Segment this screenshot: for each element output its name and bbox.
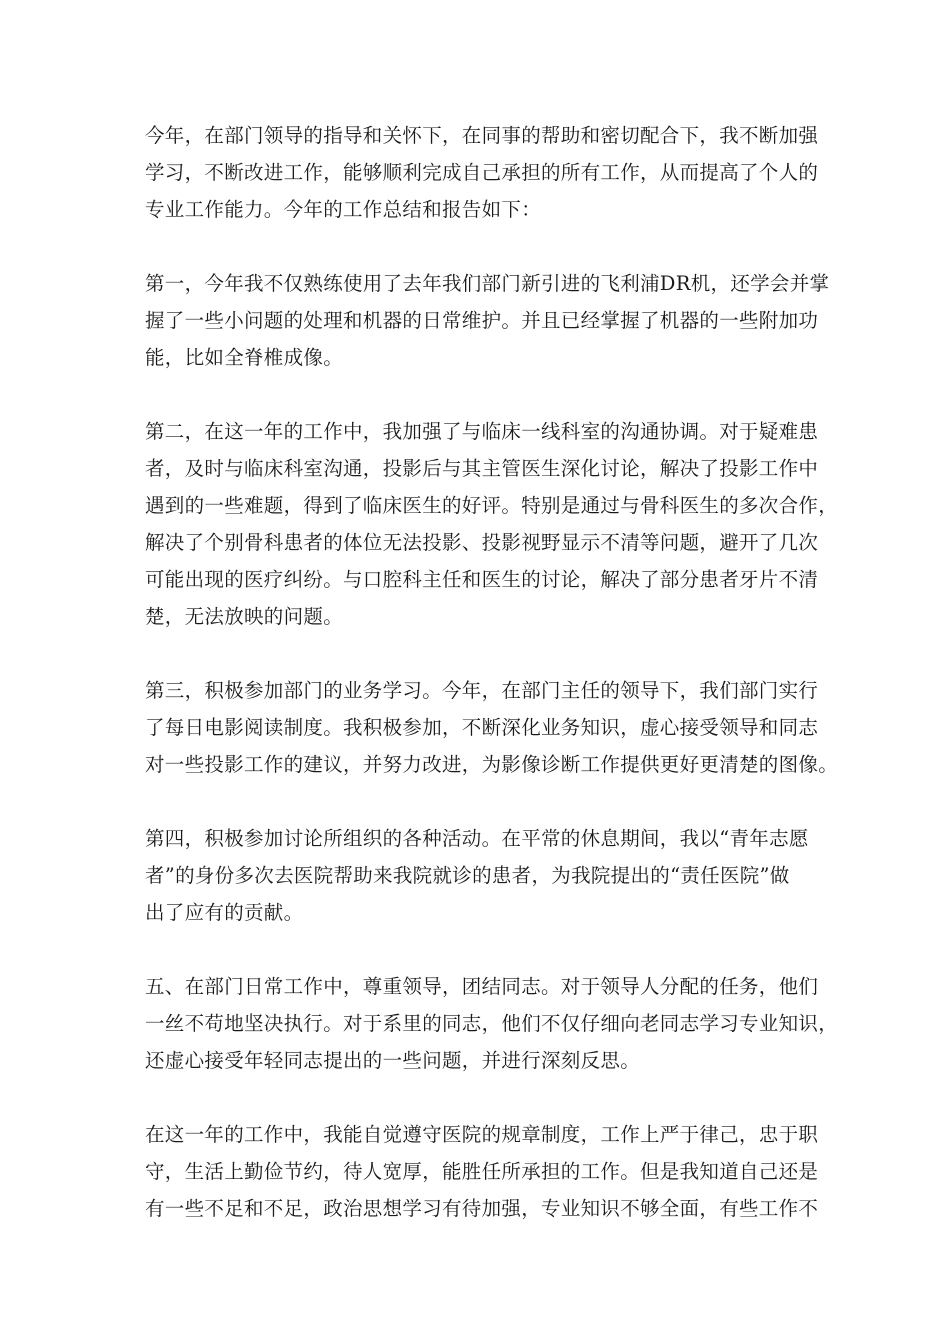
paragraph-intro (145, 117, 819, 228)
paragraph-fourth (145, 820, 807, 931)
paragraph-fifth (145, 968, 839, 1079)
text-line: 有一些不足和不足，政治思想学习有待加强，专业知识不够全面，有些工作不 (145, 1197, 819, 1220)
text-line: 在这一年的工作中，我能自觉遵守医院的规章制度，工作上严于律己，忠于职 (145, 1123, 819, 1146)
paragraph-third (145, 672, 839, 783)
text-line: 遇到的一些难题，得到了临床医生的好评。特别是通过与骨科医生的多次合作， (145, 494, 839, 517)
paragraph-summary (145, 1116, 819, 1227)
text-line: 了每日电影阅读制度。我积极参加，不断深化业务知识，虚心接受领导和同志 (145, 716, 819, 739)
text-line: 对一些投影工作的建议，并努力改进，为影像诊断工作提供更好更清楚的图像。 (145, 753, 839, 776)
text-line: 第一，今年我不仅熟练使用了去年我们部门新引进的飞利浦DR机，还学会并掌 (145, 272, 830, 295)
text-line: 可能出现的医疗纠纷。与口腔科主任和医生的讨论，解决了部分患者牙片不清 (145, 568, 819, 591)
text-line: 者”的身份多次去医院帮助来我院就诊的患者，为我院提出的“责任医院”做 (145, 864, 790, 887)
text-line: 第三，积极参加部门的业务学习。今年，在部门主任的领导下，我们部门实行 (145, 679, 819, 702)
text-line: 能，比如全脊椎成像。 (145, 346, 344, 369)
text-line: 握了一些小问题的处理和机器的日常维护。并且已经掌握了机器的一些附加功 (145, 309, 819, 332)
text-line: 第二，在这一年的工作中，我加强了与临床一线科室的沟通协调。对于疑难患 (145, 420, 819, 443)
text-line: 专业工作能力。今年的工作总结和报告如下： (145, 198, 542, 221)
document-body (145, 117, 839, 1227)
text-line: 出了应有的贡献。 (145, 901, 304, 924)
paragraph-second (145, 413, 839, 635)
text-line: 楚，无法放映的问题。 (145, 605, 344, 628)
paragraph-first (145, 265, 830, 376)
text-line: 学习，不断改进工作，能够顺利完成自己承担的所有工作，从而提高了个人的 (145, 161, 819, 184)
text-line: 一丝不苟地坚决执行。对于系里的同志，他们不仅仔细向老同志学习专业知识， (145, 1012, 839, 1035)
text-line: 还虚心接受年轻同志提出的一些问题，并进行深刻反思。 (145, 1049, 641, 1072)
text-line: 今年，在部门领导的指导和关怀下，在同事的帮助和密切配合下，我不断加强 (145, 124, 819, 147)
text-line: 第四，积极参加讨论所组织的各种活动。在平常的休息期间，我以“青年志愿 (145, 827, 809, 850)
text-line: 解决了个别骨科患者的体位无法投影、投影视野显示不清等问题，避开了几次 (145, 531, 819, 554)
text-line: 守，生活上勤俭节约，待人宽厚，能胜任所承担的工作。但是我知道自己还是 (145, 1160, 819, 1183)
text-line: 者，及时与临床科室沟通，投影后与其主管医生深化讨论，解决了投影工作中 (145, 457, 819, 480)
text-line: 五、在部门日常工作中，尊重领导，团结同志。对于领导人分配的任务，他们 (145, 975, 819, 998)
